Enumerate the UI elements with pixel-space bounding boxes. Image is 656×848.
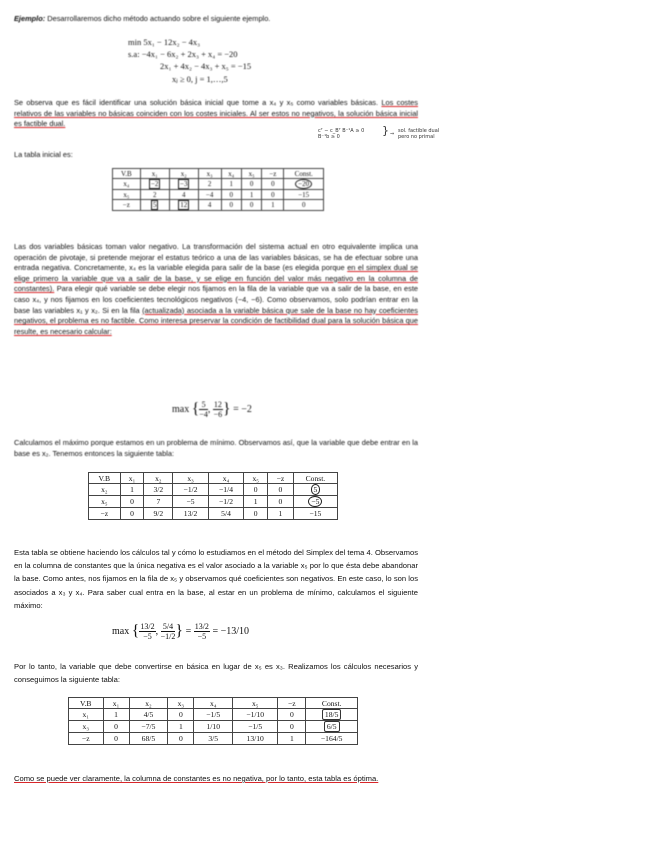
- ratio-fraction: $\frac{5}{-4}$: [199, 400, 208, 419]
- cell: 1: [103, 709, 129, 721]
- ratio-fraction: $\frac{5/4}{-1/2}$: [160, 622, 176, 641]
- cell: −z: [69, 733, 104, 744]
- cell: 0: [268, 496, 294, 508]
- cell: 1: [244, 496, 268, 508]
- cell: −164/5: [306, 733, 358, 744]
- cell: −1/2: [208, 496, 243, 508]
- cell: −1/5: [194, 709, 233, 721]
- nonnegativity: xⱼ ≥ 0, j = 1,…,5: [172, 74, 228, 84]
- intro-label: Ejemplo:: [14, 14, 46, 23]
- boxed-cell: 6/5: [324, 721, 340, 732]
- cell: [284, 179, 324, 190]
- hand-conclusion-2: pero no primal: [398, 134, 435, 140]
- cell: −z: [89, 508, 121, 519]
- cell: 5/4: [208, 508, 243, 519]
- max-label: max: [172, 403, 190, 415]
- boxed-cell: 5: [152, 201, 157, 209]
- table-row: [89, 484, 338, 496]
- cell: [140, 179, 169, 190]
- cell: 0: [241, 179, 261, 190]
- cell: 13/10: [233, 733, 278, 744]
- cell: 4: [198, 200, 221, 211]
- cell: 0: [103, 733, 129, 744]
- cell: 1: [241, 190, 261, 200]
- cell: 13/2: [173, 508, 208, 519]
- p2-e: (actualizada) asociada a la variable básica que sale de la base no hay coeficientes negativos, el problema es no factible. Como interesa preservar la condición de factibilidad dual para la solución básica que resulte, es necesario calcular:: [14, 305, 418, 336]
- cell: 0: [262, 190, 284, 200]
- table-header-row: [69, 698, 358, 709]
- cell: 1/10: [194, 721, 233, 733]
- paragraph-third-iteration: Por lo tanto, la variable que debe convertirse en básica en lugar de x₅ es x₃. Realizamos los cálculos necesarios y conseguimos la siguiente tabla:: [14, 662, 418, 685]
- cell: 9/2: [144, 508, 173, 519]
- cell: −z: [113, 200, 141, 211]
- cell: 0: [244, 508, 268, 519]
- cell: [293, 484, 337, 496]
- cell: 3/5: [194, 733, 233, 744]
- cell: −1/10: [233, 709, 278, 721]
- cell: [169, 200, 198, 211]
- cell: −1/5: [233, 721, 278, 733]
- col-header: x₁: [120, 473, 144, 484]
- table-row: [69, 709, 358, 721]
- p2-b: variable elegida para salir de la base (es elegida porque: [156, 263, 345, 273]
- col-header: Const.: [284, 169, 324, 179]
- col-header: V.B: [113, 169, 141, 179]
- cell: −1/4: [208, 484, 243, 496]
- cell: x₃: [69, 721, 104, 733]
- cell: [306, 721, 358, 733]
- cell: x₄: [113, 179, 141, 190]
- table-row: [69, 733, 358, 744]
- col-header: x₁: [140, 169, 169, 179]
- ratio-fraction: $\frac{13/2}{-5}$: [194, 622, 209, 641]
- col-header: Const.: [306, 698, 358, 709]
- cell: 0: [278, 709, 306, 721]
- circled-cell: −5: [308, 496, 322, 507]
- table-row: [113, 190, 324, 200]
- ratio-fraction: $\frac{12}{-6}$: [213, 400, 223, 419]
- cell: −4: [198, 190, 221, 200]
- cell: 7: [144, 496, 173, 508]
- cell: 1: [120, 484, 144, 496]
- cell: 0: [120, 508, 144, 519]
- conclusion-paragraph: [14, 772, 418, 785]
- boxed-cell: −2: [150, 180, 159, 188]
- cell: 1: [262, 200, 284, 211]
- paragraph-pivot-explanation: [14, 242, 418, 337]
- table1-caption: La tabla inicial es:: [14, 150, 73, 159]
- col-header: x₃: [173, 473, 208, 484]
- table-row: [113, 200, 324, 211]
- final-tableau: [68, 697, 358, 745]
- hand-condition-2: B⁻¹b ≥ 0: [318, 134, 340, 140]
- cell: 1: [268, 508, 294, 519]
- circled-cell: 5: [311, 484, 321, 495]
- constraint-2: 2x₁ + 4x₂ − 4x₃ + x₅ = −15: [160, 61, 252, 71]
- cell: −15: [284, 190, 324, 200]
- initial-tableau: [112, 168, 324, 211]
- boxed-cell: 18/5: [322, 709, 342, 720]
- cell: 0: [278, 721, 306, 733]
- max-result: = −2: [233, 403, 252, 415]
- constraint-1: s.a: −4x₁ − 6x₂ + 2x₃ + x₄ = −20: [128, 49, 238, 59]
- cell: 0: [221, 190, 241, 200]
- col-header: V.B: [89, 473, 121, 484]
- cell: 0: [103, 721, 129, 733]
- handwritten-note: [318, 128, 364, 140]
- cell: x₁: [69, 709, 104, 721]
- cell: 1: [168, 721, 194, 733]
- p1-sentence-a: Se observa que es fácil identificar una solución básica inicial que tome a x₄ y x₅ como variables básicas.: [14, 98, 379, 107]
- col-header: x₄: [194, 698, 233, 709]
- max-result: = −13/10: [212, 625, 249, 637]
- intro-text: Desarrollaremos dicho método actuando sobre el siguiente ejemplo.: [47, 14, 271, 23]
- col-header: x₃: [168, 698, 194, 709]
- cell: 68/5: [129, 733, 168, 744]
- boxed-cell: 12: [180, 201, 188, 209]
- hand-condition-1: cᵀ − c_Bᵀ B⁻¹A ≥ 0: [318, 128, 365, 134]
- boxed-cell: −3: [180, 180, 188, 188]
- col-header: x₅: [233, 698, 278, 709]
- cell: 0: [244, 484, 268, 496]
- col-header: x₃: [198, 169, 221, 179]
- cell: [140, 200, 169, 211]
- cell: x₂: [89, 484, 121, 496]
- table-row: [89, 496, 338, 508]
- cell: 2: [140, 190, 169, 200]
- arrow-icon: ⇒: [390, 131, 395, 137]
- cell: 0: [221, 200, 241, 211]
- p2-c: en el simplex dual se elige primero la variable que va a salir de la base, y se elige en función del valor más negativo en la columna de constantes).: [14, 263, 419, 294]
- cell: −5: [173, 496, 208, 508]
- table-row: [69, 721, 358, 733]
- paragraph-initial-solution: [14, 98, 418, 130]
- objective-line: min 5x₁ − 12x₂ − 4x₃: [128, 37, 201, 47]
- table-row: [89, 508, 338, 519]
- hand-conclusion-1: sol. factible dual: [398, 128, 440, 134]
- col-header: Const.: [293, 473, 337, 484]
- second-tableau: [88, 472, 338, 520]
- cell: 0: [168, 709, 194, 721]
- cell: 0: [284, 200, 324, 211]
- cell: 4/5: [129, 709, 168, 721]
- col-header: −z: [278, 698, 306, 709]
- col-header: V.B: [69, 698, 104, 709]
- cell: [169, 179, 198, 190]
- cell: [293, 496, 337, 508]
- cell: 1: [221, 179, 241, 190]
- cell: x₅: [89, 496, 121, 508]
- handwritten-conclusion: [398, 128, 439, 140]
- cell: −7/5: [129, 721, 168, 733]
- p2-d: Para elegir qué variable se debe elegir nos fijamos en la fila de la variable que va a salir de la base, en este caso x₄, y nos fijamos en los coeficientes tecnológicos negativos (−4, −6). Como observamos, solo podrían entrar en la base las variables x₁ y x₂. Si en la fila: [14, 284, 418, 315]
- max-label: max: [112, 625, 130, 637]
- cell: −1/2: [173, 484, 208, 496]
- table-header-row: [113, 169, 324, 179]
- col-header: −z: [268, 473, 294, 484]
- p2-a: Las dos variables básicas toman valor negativo. La transformación del sistema actual en otro equivalente implica una operación de pivotaje, si pretende mejorar el estatus teórico a una de las variables básicas, se ha de efectuar sobre una entrada negativa. Concretamente, x₄ es la: [14, 242, 418, 273]
- cell: 3/2: [144, 484, 173, 496]
- ratio-fraction: $\frac{13/2}{-5}$: [140, 622, 155, 641]
- brace-icon: }: [382, 124, 389, 137]
- cell: 0: [241, 200, 261, 211]
- intro-paragraph: [14, 14, 418, 25]
- col-header: x₄: [221, 169, 241, 179]
- cell: 0: [268, 484, 294, 496]
- cell: 0: [262, 179, 284, 190]
- paragraph-second-iteration: Esta tabla se obtiene haciendo los cálculos tal y cómo lo estudiamos en el método del Simplex del tema 4. Observamos en la columna de constantes que la única negativa es el valor asociado a la variable x₅ por lo que ésta debe abandonar la base. Como antes, nos fijamos en la fila de x₅ y observamos qué coeficientes son negativos. En este caso, lo son los asociados a x₃ y x₄. Para saber cual entra en la base, al estar en un problema de mínimo, calculamos el siguiente máximo:: [14, 548, 418, 610]
- cell: [306, 709, 358, 721]
- cell: 1: [278, 733, 306, 744]
- cell: −15: [293, 508, 337, 519]
- col-header: x₂: [129, 698, 168, 709]
- cell: 2: [198, 179, 221, 190]
- col-header: x₂: [144, 473, 173, 484]
- col-header: x₅: [244, 473, 268, 484]
- col-header: x₁: [103, 698, 129, 709]
- cell: 0: [168, 733, 194, 744]
- table-row: [113, 179, 324, 190]
- col-header: −z: [262, 169, 284, 179]
- col-header: x₄: [208, 473, 243, 484]
- cell: x₅: [113, 190, 141, 200]
- cell: 4: [169, 190, 198, 200]
- circled-cell: −20: [295, 179, 312, 189]
- conclusion-text: Como se puede ver claramente, la columna de constantes es no negativa, por lo tanto, esta tabla es óptima.: [14, 774, 379, 783]
- paragraph-entering-variable: Calculamos el máximo porque estamos en un problema de mínimo. Observamos así, que la variable que debe entrar en la base es x₂. Tenemos entonces la siguiente tabla:: [14, 438, 418, 458]
- max-ratio-1: max { $\frac{5}{-4}$ , $\frac{12}{-6}$ } = −2: [172, 400, 252, 419]
- max-ratio-2: max { $\frac{13/2}{-5}$ , $\frac{5/4}{-1/2}$ } = $\frac{13/2}{-5}$ = −13/10: [112, 622, 249, 641]
- cell: 0: [120, 496, 144, 508]
- table-header-row: [89, 473, 338, 484]
- col-header: x₂: [169, 169, 198, 179]
- p1-sentence-b: Los costes relativos de las variables no básicas coinciden con los costes iniciales. Al ser estos no negativos, la solución básica inicial es factible dual.: [14, 98, 418, 129]
- col-header: x₅: [241, 169, 261, 179]
